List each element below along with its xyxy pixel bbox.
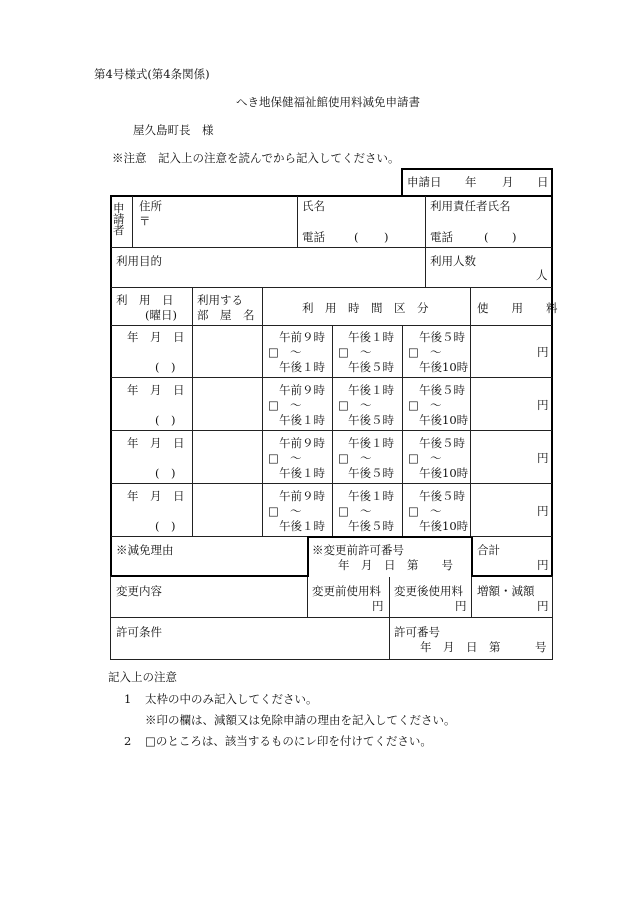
- row-fee-yen: 円: [537, 451, 549, 465]
- slot2-checkbox[interactable]: □: [338, 398, 349, 412]
- responsible-phone-label: 電話: [430, 230, 453, 244]
- slot2-checkbox[interactable]: □: [338, 345, 349, 359]
- form-title: へき地保健福祉館使用料減免申請書: [236, 95, 420, 109]
- slot1-end: 午後１時: [279, 466, 325, 480]
- row-date: 年 月 日: [127, 330, 185, 344]
- slot2-start: 午後１時: [348, 330, 394, 344]
- row-date: 年 月 日: [127, 436, 185, 450]
- diff-yen: 円: [537, 599, 549, 613]
- row-weekday: ( ): [155, 519, 176, 533]
- slot1-tilde: ～: [290, 398, 302, 412]
- slot3-end: 午後10時: [419, 519, 469, 533]
- note-1-sub: ※印の欄は、減額又は免除申請の理由を記入してください。: [145, 713, 456, 727]
- col-weekday-label: (曜日): [145, 308, 177, 322]
- slot1-checkbox[interactable]: □: [268, 451, 279, 465]
- slot3-checkbox[interactable]: □: [408, 398, 419, 412]
- responsible-name-label: 利用責任者氏名: [430, 199, 511, 213]
- slot2-tilde: ～: [360, 451, 372, 465]
- slot3-tilde: ～: [430, 345, 442, 359]
- reduction-reason-label: ※減免理由: [116, 543, 174, 557]
- slot3-tilde: ～: [430, 398, 442, 412]
- application-date-label: 申請日: [407, 175, 442, 189]
- address-label: 住所: [139, 199, 162, 213]
- applicant-label: 申請者: [113, 201, 125, 237]
- row-date: 年 月 日: [127, 383, 185, 397]
- slot2-end: 午後５時: [348, 466, 394, 480]
- slot1-tilde: ～: [290, 345, 302, 359]
- permit-number-label: 許可番号: [394, 625, 440, 639]
- slot2-start: 午後１時: [348, 489, 394, 503]
- slot1-start: 午前９時: [279, 489, 325, 503]
- row-weekday: ( ): [155, 413, 176, 427]
- change-content-label: 変更内容: [116, 584, 162, 598]
- col-date-label: 利 用 日: [116, 293, 174, 307]
- people-count-label: 利用人数: [430, 254, 476, 268]
- prev-permit-label: ※変更前許可番号: [312, 543, 404, 557]
- slot2-tilde: ～: [360, 398, 372, 412]
- row-weekday: ( ): [155, 466, 176, 480]
- total-yen: 円: [537, 558, 549, 572]
- slot3-checkbox[interactable]: □: [408, 504, 419, 518]
- slot3-end: 午後10時: [419, 466, 469, 480]
- slot2-tilde: ～: [360, 345, 372, 359]
- slot2-checkbox[interactable]: □: [338, 451, 349, 465]
- permit-number-format: 年 月 日 第 号: [420, 640, 547, 654]
- slot3-tilde: ～: [430, 504, 442, 518]
- name-label: 氏名: [302, 199, 325, 213]
- slot2-tilde: ～: [360, 504, 372, 518]
- slot1-start: 午前９時: [279, 330, 325, 344]
- note-1-number: 1: [124, 692, 132, 706]
- row-weekday: ( ): [155, 360, 176, 374]
- row-fee-yen: 円: [537, 345, 549, 359]
- col-fee-label: 使 用 料: [477, 301, 558, 315]
- col-room-label-1: 利用する: [197, 293, 243, 307]
- addressee: 屋久島町長 様: [133, 123, 214, 137]
- slot2-checkbox[interactable]: □: [338, 504, 349, 518]
- slot1-start: 午前９時: [279, 383, 325, 397]
- slot2-start: 午後１時: [348, 436, 394, 450]
- after-fee-yen: 円: [455, 599, 467, 613]
- slot3-end: 午後10時: [419, 360, 469, 374]
- form-number: 第4号様式(第4条関係): [94, 67, 210, 81]
- entry-notice: ※注意 記入上の注意を読んでから記入してください。: [112, 151, 400, 165]
- diff-label: 増額・減額: [477, 584, 535, 598]
- slot1-end: 午後１時: [279, 360, 325, 374]
- phone-paren-open: (: [354, 230, 359, 244]
- note-2-number: 2: [124, 734, 132, 748]
- note-2-text: □のところは、該当するものにレ印を付けてください。: [145, 734, 432, 748]
- row-fee-yen: 円: [537, 504, 549, 518]
- slot1-end: 午後１時: [279, 519, 325, 533]
- slot3-tilde: ～: [430, 451, 442, 465]
- slot1-start: 午前９時: [279, 436, 325, 450]
- slot1-tilde: ～: [290, 451, 302, 465]
- application-date-month: 月: [502, 175, 514, 189]
- application-date-day: 日: [537, 175, 549, 189]
- phone-paren-close: ): [384, 230, 389, 244]
- row-fee-yen: 円: [537, 398, 549, 412]
- row-date: 年 月 日: [127, 489, 185, 503]
- slot1-checkbox[interactable]: □: [268, 345, 279, 359]
- notes-heading: 記入上の注意: [108, 670, 177, 684]
- slot3-start: 午後５時: [419, 383, 465, 397]
- slot3-checkbox[interactable]: □: [408, 451, 419, 465]
- slot2-start: 午後１時: [348, 383, 394, 397]
- slot2-end: 午後５時: [348, 413, 394, 427]
- slot3-checkbox[interactable]: □: [408, 345, 419, 359]
- slot3-start: 午後５時: [419, 489, 465, 503]
- postal-mark: 〒: [139, 214, 151, 228]
- slot3-start: 午後５時: [419, 330, 465, 344]
- slot1-tilde: ～: [290, 504, 302, 518]
- before-fee-label: 変更前使用料: [312, 584, 381, 598]
- purpose-label: 利用目的: [116, 254, 162, 268]
- slot1-checkbox[interactable]: □: [268, 504, 279, 518]
- after-fee-label: 変更後使用料: [394, 584, 463, 598]
- slot1-end: 午後１時: [279, 413, 325, 427]
- note-1-text: 太枠の中のみ記入してください。: [145, 692, 318, 706]
- permit-conditions-label: 許可条件: [116, 625, 162, 639]
- slot3-end: 午後10時: [419, 413, 469, 427]
- prev-permit-format: 年 月 日 第 号: [338, 558, 453, 572]
- slot3-start: 午後５時: [419, 436, 465, 450]
- responsible-paren-open: (: [484, 230, 489, 244]
- before-fee-yen: 円: [372, 599, 384, 613]
- application-date-year: 年: [465, 175, 477, 189]
- responsible-paren-close: ): [512, 230, 517, 244]
- slot2-end: 午後５時: [348, 360, 394, 374]
- col-time-label: 利 用 時 間 区 分: [302, 301, 429, 315]
- phone-label: 電話: [302, 230, 325, 244]
- col-room-label-2: 部 屋 名: [197, 308, 255, 322]
- people-unit: 人: [536, 268, 548, 282]
- slot1-checkbox[interactable]: □: [268, 398, 279, 412]
- slot2-end: 午後５時: [348, 519, 394, 533]
- total-label: 合計: [477, 543, 500, 557]
